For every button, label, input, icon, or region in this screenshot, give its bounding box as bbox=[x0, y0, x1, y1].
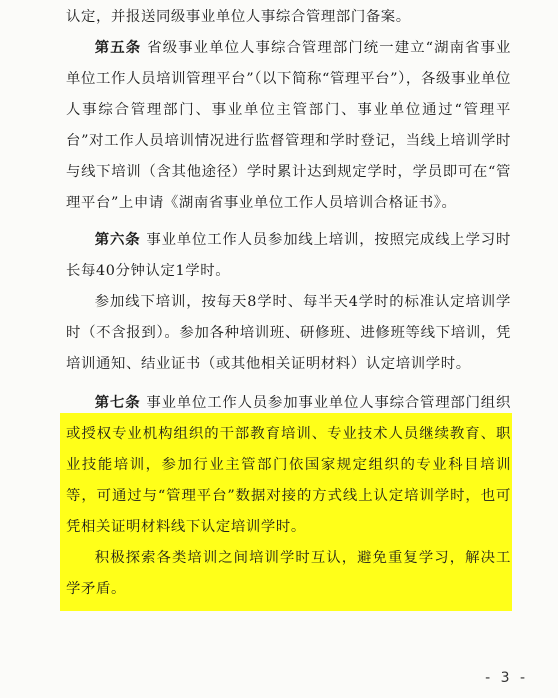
article-6-paragraph-2: 参加线下培训，按每天8学时、每半天4学时的标准认定培训学时（不含报到）。参加各种培训班、研修班、进修班等线下培训，凭培训通知、结业证书（或其他相关证明材料）认定培训学时。 bbox=[66, 294, 511, 372]
article-5-label: 第五条 bbox=[94, 40, 142, 56]
article-6-paragraph bbox=[66, 225, 511, 287]
article-7-paragraph bbox=[66, 388, 511, 543]
intro-tail-paragraph: 认定，并报送同级事业单位人事综合管理部门备案。 bbox=[66, 9, 411, 25]
article-5-text: 省级事业单位人事综合管理部门统一建立“湖南省事业单位工作人员培训管理平台”（以下简称“管理平台”），各级事业单位人事综合管理部门、事业单位主管部门、事业单位通过“管理平台”对工作人员培训情况进行监督管理和学时登记，当线上培训学时与线下培训（含其他途径）学时累计达到规定学时，学员即可在“管理平台”上申请《湖南省事业单位工作人员培训合格证书》。 bbox=[66, 40, 511, 211]
page-number: - 3 - bbox=[485, 670, 528, 686]
article-5-paragraph bbox=[66, 33, 511, 219]
article-6-text: 事业单位工作人员参加线上培训，按照完成线上学习时长每40分钟认定1学时。 bbox=[66, 232, 511, 279]
article-7-paragraph-2: 积极探索各类培训之间培训学时互认，避免重复学习，解决工学矛盾。 bbox=[66, 550, 511, 597]
article-7-label: 第七条 bbox=[94, 395, 141, 411]
article-6-label: 第六条 bbox=[94, 232, 141, 248]
article-7-text: 事业单位工作人员参加事业单位人事综合管理部门组织或授权专业机构组织的干部教育培训、专业技术人员继续教育、职业技能培训，参加行业主管部门依国家规定组织的专业科目培训等，可通过与“管理平台”数据对接的方式线上认定培训学时，也可凭相关证明材料线下认定培训学时。 bbox=[66, 395, 511, 535]
text-body bbox=[66, 2, 511, 605]
